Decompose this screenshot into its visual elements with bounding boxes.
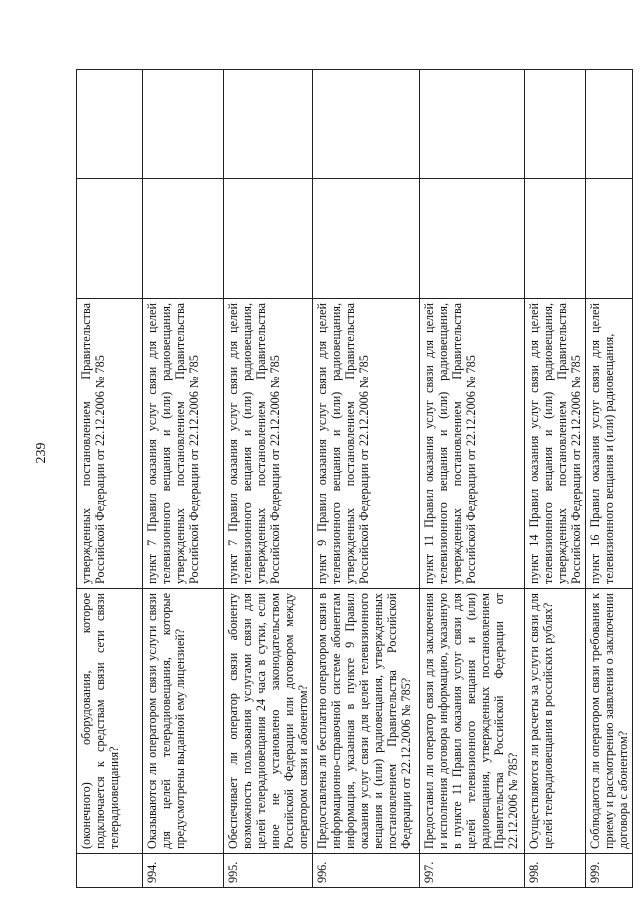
- row-number: 998.: [525, 854, 586, 888]
- question-cell: Обеспечивает ли оператор связи абоненту возможность пользования услугами связи для целей телерадиовещания 24 часа в сутки, если иное не установлено законодательством Российской Федерации или договором между оператором связи и абонентом?: [224, 589, 313, 854]
- legal-basis-cell: пункт 16 Правил оказания услуг связи для целей телевизионного вещания и (или) радиовещания,: [586, 299, 633, 589]
- table-row: [586, 70, 633, 888]
- table-row: [313, 70, 420, 888]
- table-row: [525, 70, 586, 888]
- empty-cell: [77, 70, 143, 179]
- empty-cell: [420, 70, 525, 179]
- empty-cell: [143, 70, 224, 179]
- question-cell: (оконечного) оборудования, которое подключается к средствам связи сети связи телерадиовещания?: [77, 589, 143, 854]
- legal-basis-cell: пункт 9 Правил оказания услуг связи для целей телевизионного вещания и (или) радиовещания, утвержденных постановлением Правительства Российской Федерации от 22.12.2006 № 785: [313, 299, 420, 589]
- empty-cell: [420, 179, 525, 299]
- empty-cell: [313, 70, 420, 179]
- empty-cell: [313, 179, 420, 299]
- empty-cell: [143, 179, 224, 299]
- legal-basis-cell: пункт 7 Правил оказания услуг связи для целей телевизионного вещания и (или) радиовещания, утвержденных постановлением Правительства Российской Федерации от 22.12.2006 № 785: [224, 299, 313, 589]
- row-number: 997.: [420, 854, 525, 888]
- row-number: 995.: [224, 854, 313, 888]
- legal-basis-cell: пункт 7 Правил оказания услуг связи для целей телевизионного вещания и (или) радиовещания, утвержденных постановлением Правительства Российской Федерации от 22.12.2006 № 785: [143, 299, 224, 589]
- rotated-table-area: [76, 70, 631, 888]
- table-row: [420, 70, 525, 888]
- empty-cell: [224, 70, 313, 179]
- question-cell: Оказываются ли оператором связи услуги связи для целей телерадиовещания, которые предусмотрены выданной ему лицензией?: [143, 589, 224, 854]
- empty-cell: [77, 179, 143, 299]
- question-cell: Предоставил ли оператор связи для заключения и исполнения договора информацию, указанную в пункте 11 Правил оказания услуг связи для целей телевизионного вещания и (или) радиовещания, утвержденных постановлением Правительства Российской Федерации от 22.12.2006 № 785?: [420, 589, 525, 854]
- empty-cell: [525, 179, 586, 299]
- empty-cell: [525, 70, 586, 179]
- empty-cell: [224, 179, 313, 299]
- question-cell: Осуществляются ли расчеты за услуги связи для целей телерадиовещания в российских рублях?: [525, 589, 586, 854]
- table-row: [224, 70, 313, 888]
- empty-cell: [586, 70, 633, 179]
- row-number: 999.: [586, 854, 633, 888]
- legal-basis-cell: пункт 14 Правил оказания услуг связи для целей телевизионного вещания и (или) радиовещания, утвержденных постановлением Правительства Российской Федерации от 22.12.2006 № 785: [525, 299, 586, 589]
- row-number: 996.: [313, 854, 420, 888]
- empty-cell: [586, 179, 633, 299]
- question-cell: Предоставлена ли бесплатно оператором связи в информационно-справочной системе абонентам информация, указанная в пункте 9 Правил оказания услуг связи для целей телевизионного вещания и (или) радиовещания, утвержденных постановлением Правительства Российской Федерации от 22.12.2006 № 785?: [313, 589, 420, 854]
- table-row: [77, 70, 143, 888]
- page-number: 239: [34, 442, 49, 464]
- checklist-table: [76, 69, 633, 888]
- legal-basis-cell: утвержденных постановлением Правительства Российской Федерации от 22.12.2006 № 785: [77, 299, 143, 589]
- legal-basis-cell: пункт 11 Правил оказания услуг связи для целей телевизионного вещания и (или) радиовещания, утвержденных постановлением Правительства Российской Федерации от 22.12.2006 № 785: [420, 299, 525, 589]
- row-number: 994.: [143, 854, 224, 888]
- rotated-content: [76, 70, 631, 888]
- table-row: [143, 70, 224, 888]
- question-cell: Соблюдаются ли оператором связи требования к приему и рассмотрению заявления о заключении договора с абонентом?: [586, 589, 633, 854]
- row-number: [77, 854, 143, 888]
